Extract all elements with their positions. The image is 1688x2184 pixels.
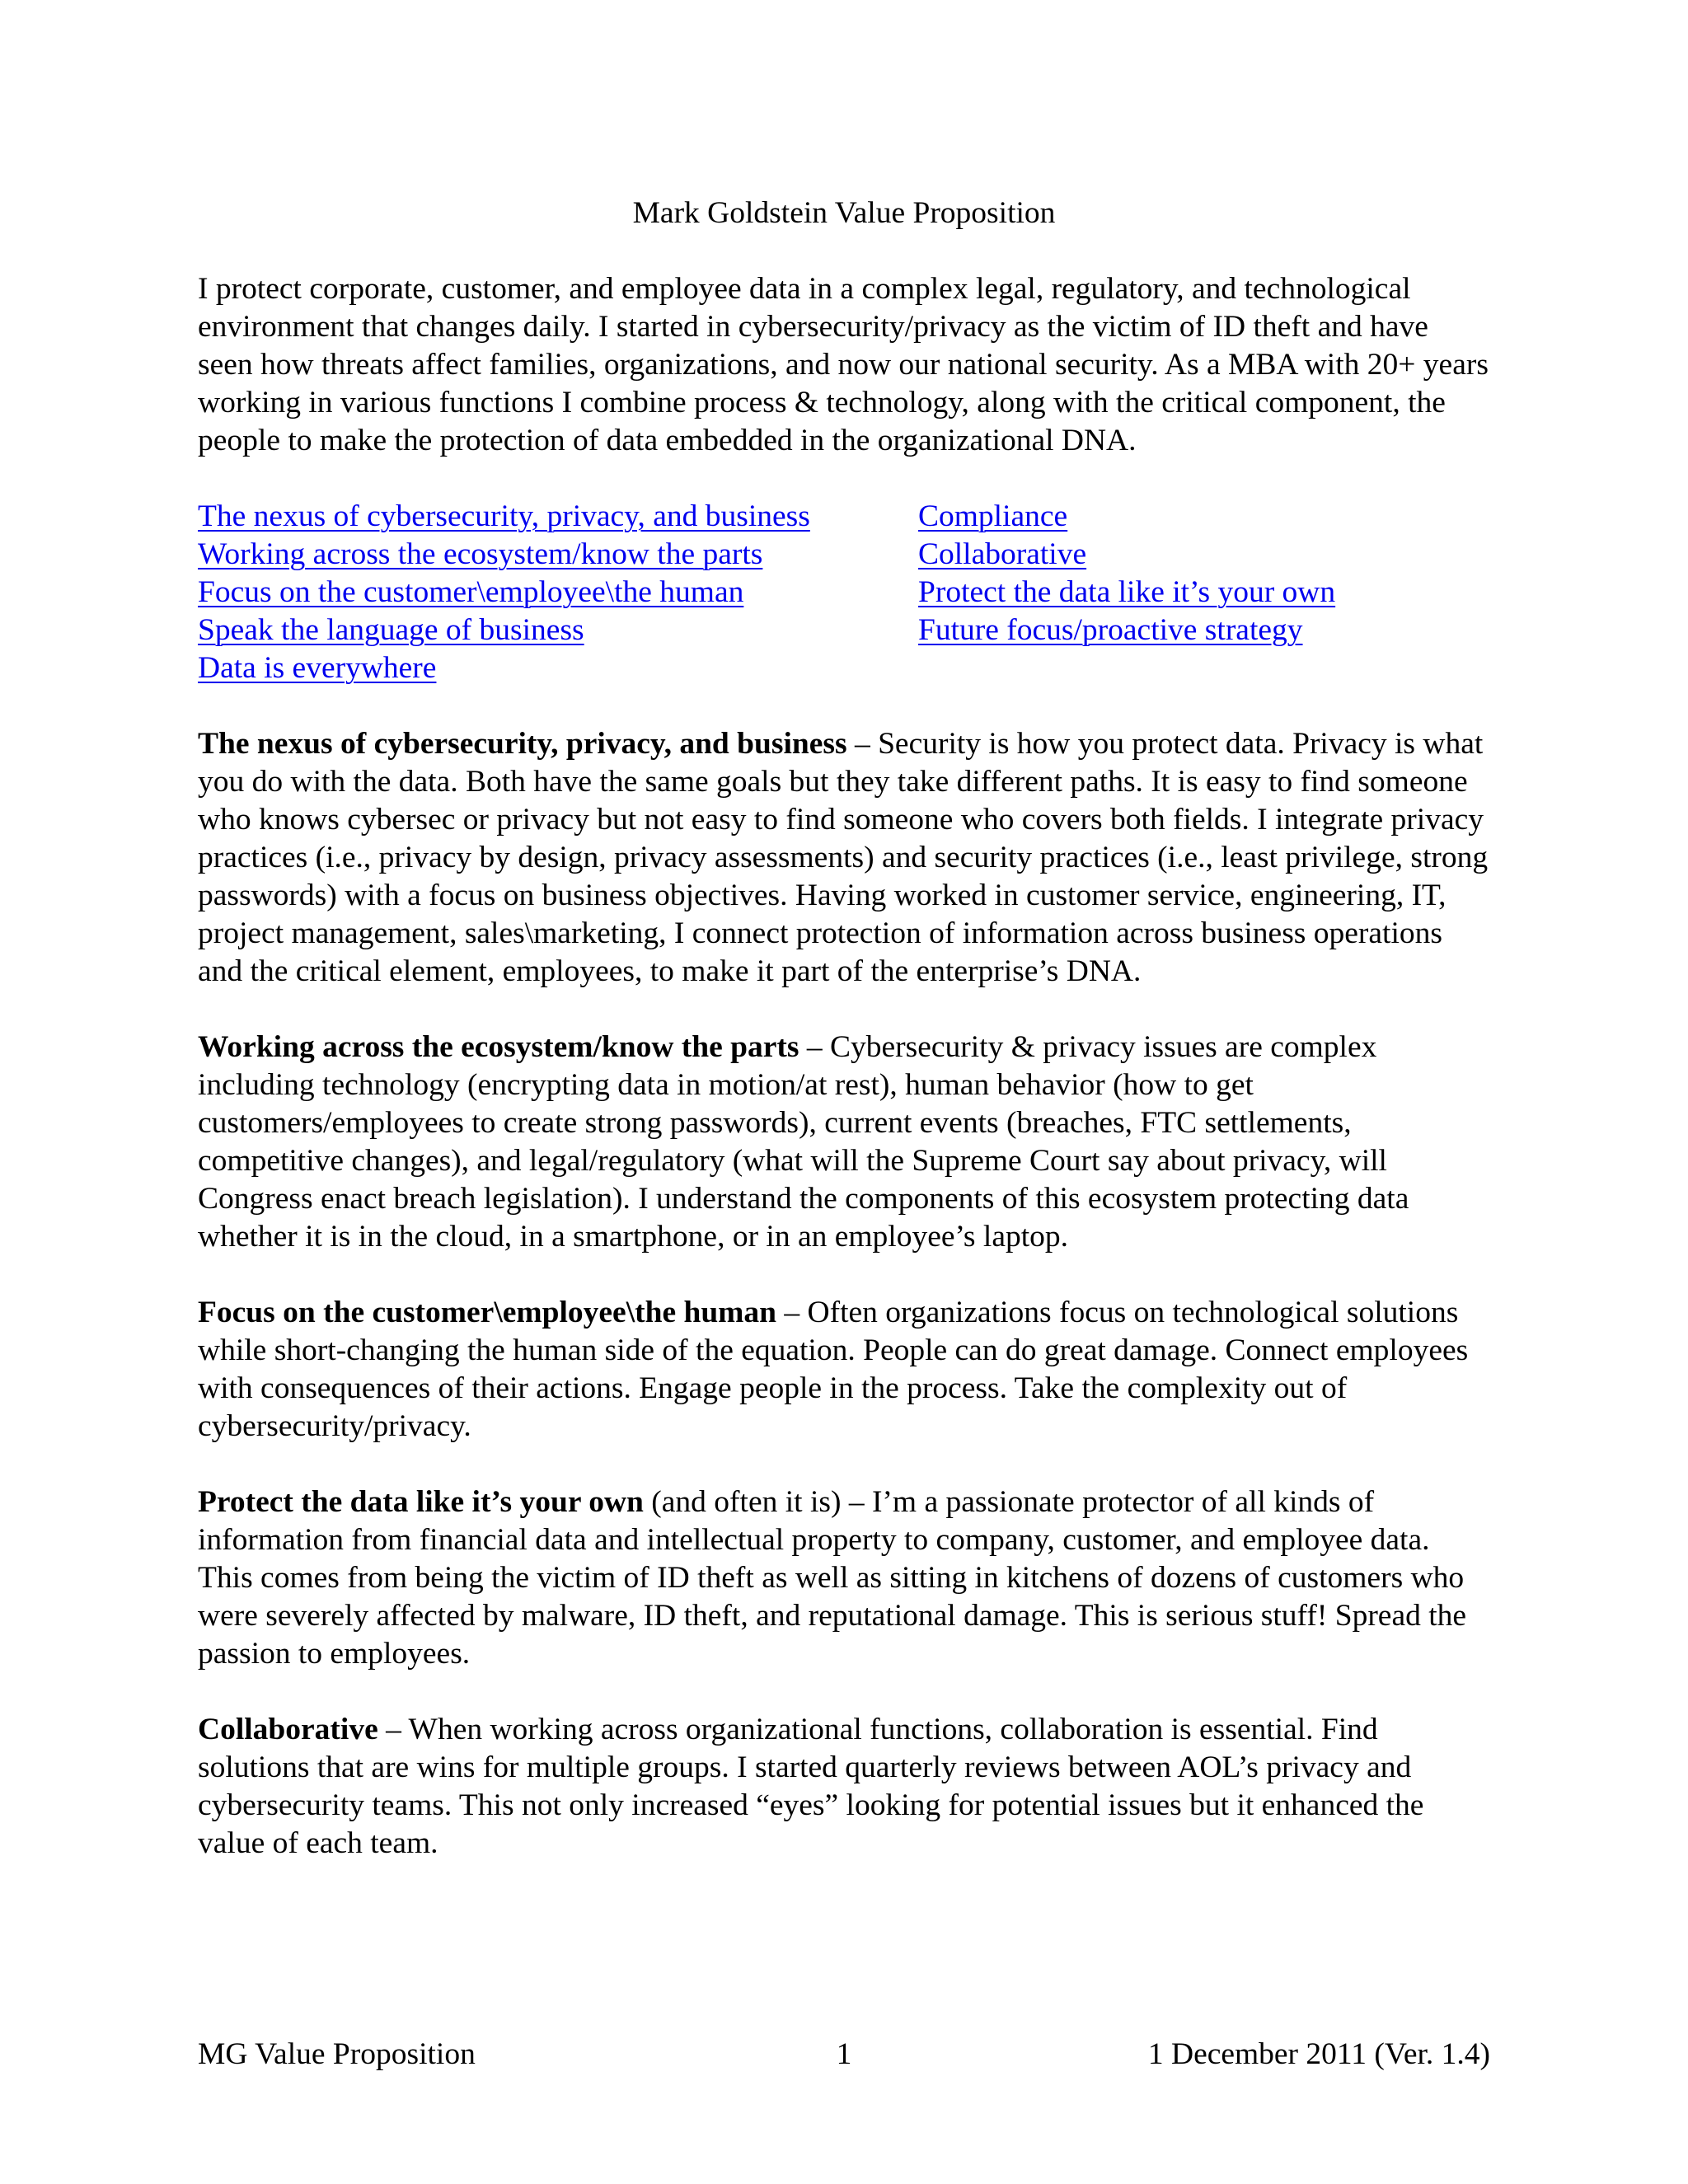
footer-document-name: MG Value Proposition [198,2037,476,2071]
section-heading: Collaborative [198,1713,378,1746]
toc-link-ecosystem[interactable]: Working across the ecosystem/know the parts [198,537,763,571]
toc-link-compliance[interactable]: Compliance [918,499,1068,533]
section-customer-focus [198,1294,1490,1446]
section-body: (and often it is) – I’m a passionate protector of all kinds of information from financial data and intellectual property to company, customer, and employee data. This comes from being the victim of ID theft as well as sitting in kitchens of dozens of customers who were severely affected by malware, ID theft, and reputational damage. This is serious stuff! Spread the passion to employees. [198,1485,1467,1671]
toc-link-collaborative[interactable]: Collaborative [918,537,1087,571]
toc-link-customer-focus[interactable]: Focus on the customer\employee\the human [198,575,744,609]
footer-date-version: 1 December 2011 (Ver. 1.4) [1147,2037,1490,2071]
toc-link-protect-data[interactable]: Protect the data like it’s your own [918,575,1336,609]
section-heading: Protect the data like it’s your own [198,1485,644,1519]
toc-right-column [918,498,1490,687]
section-ecosystem [198,1029,1490,1256]
footer-page-number: 1 [836,2037,852,2071]
section-body: – Security is how you protect data. Privacy is what you do with the data. Both have the same goals but they take different paths. It is easy to find someone who knows cybersec or privacy but not easy to find someone who covers both fields. I integrate privacy practices (i.e., privacy by design, privacy assessments) and security practices (i.e., least privilege, strong passwords) with a focus on business objectives. Having worked in customer service, engineering, IT, project management, sales\marketing, I connect protection of information across business operations and the critical element, employees, to make it part of the enterprise’s DNA. [198,727,1489,988]
section-body: – Often organizations focus on technological solutions while short-changing the human side of the equation. People can do great damage. Connect employees with consequences of their actions. Engage people in the process. Take the complexity out of cybersecurity/privacy. [198,1296,1469,1443]
section-body: – Cybersecurity & privacy issues are complex including technology (encrypting data in motion/at rest), human behavior (how to get customers/employees to create strong passwords), current events (breaches, FTC settlements, competitive changes), and legal/regulatory (what will the Supreme Court say about privacy, will Congress enact breach legislation). I understand the components of this ecosystem protecting data whether it is in the cloud, in a smartphone, or in an employee’s laptop. [198,1030,1409,1254]
table-of-contents [198,498,1490,687]
section-collaborative [198,1711,1490,1863]
section-heading: Focus on the customer\employee\the human [198,1296,777,1329]
section-heading: Working across the ecosystem/know the parts [198,1030,799,1064]
toc-link-nexus[interactable]: The nexus of cybersecurity, privacy, and business [198,499,810,533]
intro-paragraph: I protect corporate, customer, and employee data in a complex legal, regulatory, and technological environment that changes daily. I started in cybersecurity/privacy as the victim of ID theft and have seen how threats affect families, organizations, and now our national security. As a MBA with 20+ years working in various functions I combine process & technology, along with the critical component, the people to make the protection of data embedded in the organizational DNA. [198,272,1489,457]
toc-left-column [198,498,918,687]
section-nexus [198,725,1490,991]
document-title: Mark Goldstein Value Proposition [632,196,1056,230]
toc-link-future-focus[interactable]: Future focus/proactive strategy [918,613,1303,647]
document-page [198,194,1490,1900]
section-heading: The nexus of cybersecurity, privacy, and business [198,727,847,761]
toc-link-data-everywhere[interactable]: Data is everywhere [198,651,437,685]
section-protect-data [198,1483,1490,1673]
section-body: – When working across organizational functions, collaboration is essential. Find solutions that are wins for multiple groups. I started quarterly reviews between AOL’s privacy and cybersecurity teams. This not only increased “eyes” looking for potential issues but it enhanced the value of each team. [198,1713,1424,1860]
toc-link-business-language[interactable]: Speak the language of business [198,613,584,647]
page-footer [198,2036,1490,2074]
